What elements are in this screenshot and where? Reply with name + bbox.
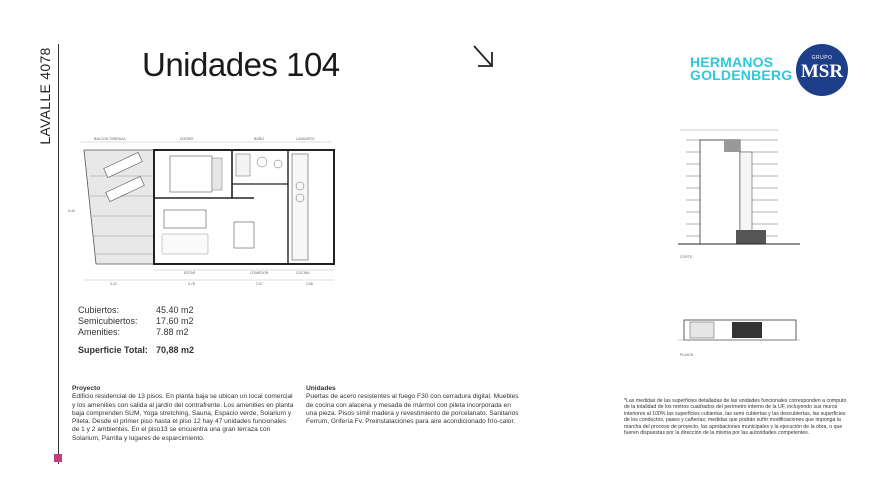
proyecto-text: Edificio residencial de 13 pisos. En planta baja se ubican un local comercial y los amenities con salida al jardín del contrafrente. Los amenities en planta baja comprenden SUM, Yoga stretching, Sauna, Espacio verde, Solarium y Pileta. Desde el primer piso hasta el piso 12 hay 47 unidades funcionales de 1 y 2 ambientes. En el piso13 se encuentra una gran terraza con Solarium, Parrilla y lugares de esparcimiento. xyxy=(72,393,294,442)
address-side-label xyxy=(28,44,53,154)
proyecto-heading: Proyecto xyxy=(72,385,101,392)
divider-line xyxy=(58,44,59,464)
unidades-text: Puertas de acero resistentes al fuego F30 con cerradura digital. Muebles de cocina con alacena y mesada de mármol con pileta incorporada en una pieza. Pisos símil madera y revestimiento de porcelanato. Sanitarios Ferrum, Grifería Fv. Preinstalaciones para aire acondicionado frío-calor. xyxy=(306,393,519,426)
accent-swatch xyxy=(54,454,62,462)
plan-dim-4: 2,58 xyxy=(306,282,313,286)
plan-dim-1: 3,42 xyxy=(110,282,117,286)
area-label: Semicubiertos: xyxy=(78,316,138,326)
area-value: 17.60 m2 xyxy=(156,316,194,326)
plan-label-estar: ESTAR xyxy=(184,271,196,275)
unidades-heading: Unidades xyxy=(306,385,336,392)
floor-plan xyxy=(70,136,338,286)
area-row xyxy=(78,327,194,338)
area-row xyxy=(78,316,194,327)
arrow-down-right-icon xyxy=(472,44,496,70)
total-area-row xyxy=(78,345,194,356)
area-label: Amenities: xyxy=(78,327,121,337)
plan-label-cocina: COCINA xyxy=(296,271,310,275)
area-label: Cubiertos: xyxy=(78,305,120,315)
plan-label-bano: BAÑO xyxy=(254,137,264,141)
address-text: LAVALLE 4078 xyxy=(37,47,53,145)
msr-name: MSR xyxy=(800,61,844,82)
area-row xyxy=(78,305,194,316)
plan-label-balcon: BALCON TERRAZA xyxy=(94,137,126,141)
plan-height-dim: 5,40 xyxy=(68,209,75,213)
msr-group-label: GRUPO xyxy=(811,55,833,61)
plan-label-comedor: COMEDOR xyxy=(250,271,269,275)
total-label: Superficie Total: xyxy=(78,345,148,355)
area-value: 7.88 m2 xyxy=(156,327,189,337)
plan-dim-2: 5,78 xyxy=(188,282,195,286)
msr-logo xyxy=(796,44,848,96)
proyecto-section xyxy=(72,385,294,443)
total-value: 70,88 m2 xyxy=(156,345,195,355)
plan-label-lavadero: LAVADERO xyxy=(296,137,315,141)
brand-line-1: HERMANOS xyxy=(690,54,774,70)
brand-line-2: GOLDENBERG xyxy=(690,67,793,83)
disclaimer-note: *Las medidas de las superficies detalladas de las unidades funcionales corresponden a computo de la totalidad de los metros cuadrados del perímetro interno de la UF, incluyendo sus muros interiores al 100% las superficies cubiertas, las semi cubiertas y las descubiertas, las superficies de los conductos, pases y cañerías; medidas que podrán sufrir modificaciones que imponga la marcha del proceso de proyecto, las aprobaciones municipales y la ejecución de la obra, o que fueren dispuestas por la dirección de la misma por las autoridades competentes. xyxy=(624,398,847,437)
corte-label: CORTE xyxy=(680,255,693,259)
area-value: 45.40 m2 xyxy=(156,305,194,315)
page-title: Unidades 104 xyxy=(142,46,340,83)
brand-logo-goldenberg xyxy=(690,56,792,82)
unidades-section xyxy=(306,385,520,426)
plan-label-dormit: DORMIT xyxy=(180,137,194,141)
building-elevation xyxy=(678,122,808,362)
areas-table xyxy=(78,305,194,356)
plan-dim-3: 2,57 xyxy=(256,282,263,286)
planta-label: PLANTA xyxy=(680,353,694,357)
